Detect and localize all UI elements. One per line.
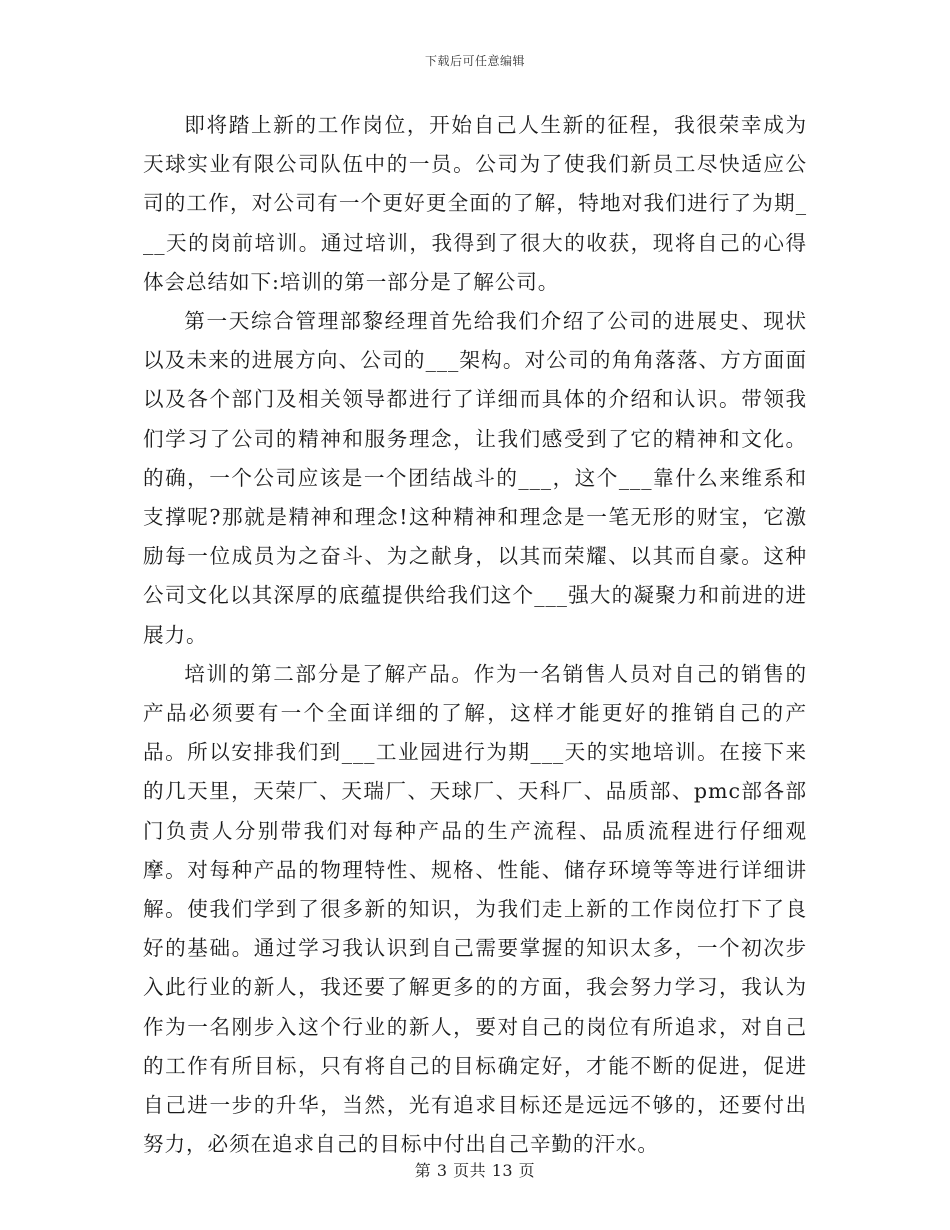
- paragraph-1: 即将踏上新的工作岗位，开始自己人生新的征程，我很荣幸成为天球实业有限公司队伍中的一员。公司为了使我们新员工尽快适应公司的工作，对公司有一个更好更全面的了解，特地对我们进行了为期___天的岗前培训。通过培训，我得到了很大的收获，现将自己的心得体会总结如下:培训的第一部分是了解公司。: [143, 113, 807, 294]
- paragraph-2: 第一天综合管理部黎经理首先给我们介绍了公司的进展史、现状以及未来的进展方向、公司的___架构。对公司的角角落落、方方面面以及各个部门及相关领导都进行了详细而具体的介绍和认识。带领我们学习了公司的精神和服务理念，让我们感受到了它的精神和文化。的确，一个公司应该是一个团结战斗的___，这个___靠什么来维系和支撑呢?那就是精神和理念!这种精神和理念是一笔无形的财宝，它激励每一位成员为之奋斗、为之献身，以其而荣耀、以其而自豪。这种公司文化以其深厚的底蕴提供给我们这个___强大的凝聚力和前进的进展力。: [143, 309, 807, 647]
- document-body: [143, 106, 807, 1164]
- paragraph-3: 培训的第二部分是了解产品。作为一名销售人员对自己的销售的产品必须要有一个全面详细的了解，这样才能更好的推销自己的产品。所以安排我们到___工业园进行为期___天的实地培训。在接下来的几天里，天荣厂、天瑞厂、天球厂、天科厂、品质部、pmc部各部门负责人分别带我们对每种产品的生产流程、品质流程进行仔细观摩。对每种产品的物理特性、规格、性能、储存环境等等进行详细讲解。使我们学到了很多新的知识，为我们走上新的工作岗位打下了良好的基础。通过学习我认识到自己需要掌握的知识太多，一个初次步入此行业的新人，我还要了解更多的的方面，我会努力学习，我认为作为一名刚步入这个行业的新人，要对自己的岗位有所追求，对自己的工作有所目标，只有将自己的目标确定好，才能不断的促进，促进自己进一步的升华，当然，光有追求目标还是远远不够的，还要付出努力，必须在追求自己的目标中付出自己辛勤的汗水。: [143, 661, 807, 1157]
- page-header: 下载后可任意编辑: [424, 54, 525, 68]
- page-footer: 第 3 页共 13 页: [414, 1161, 536, 1180]
